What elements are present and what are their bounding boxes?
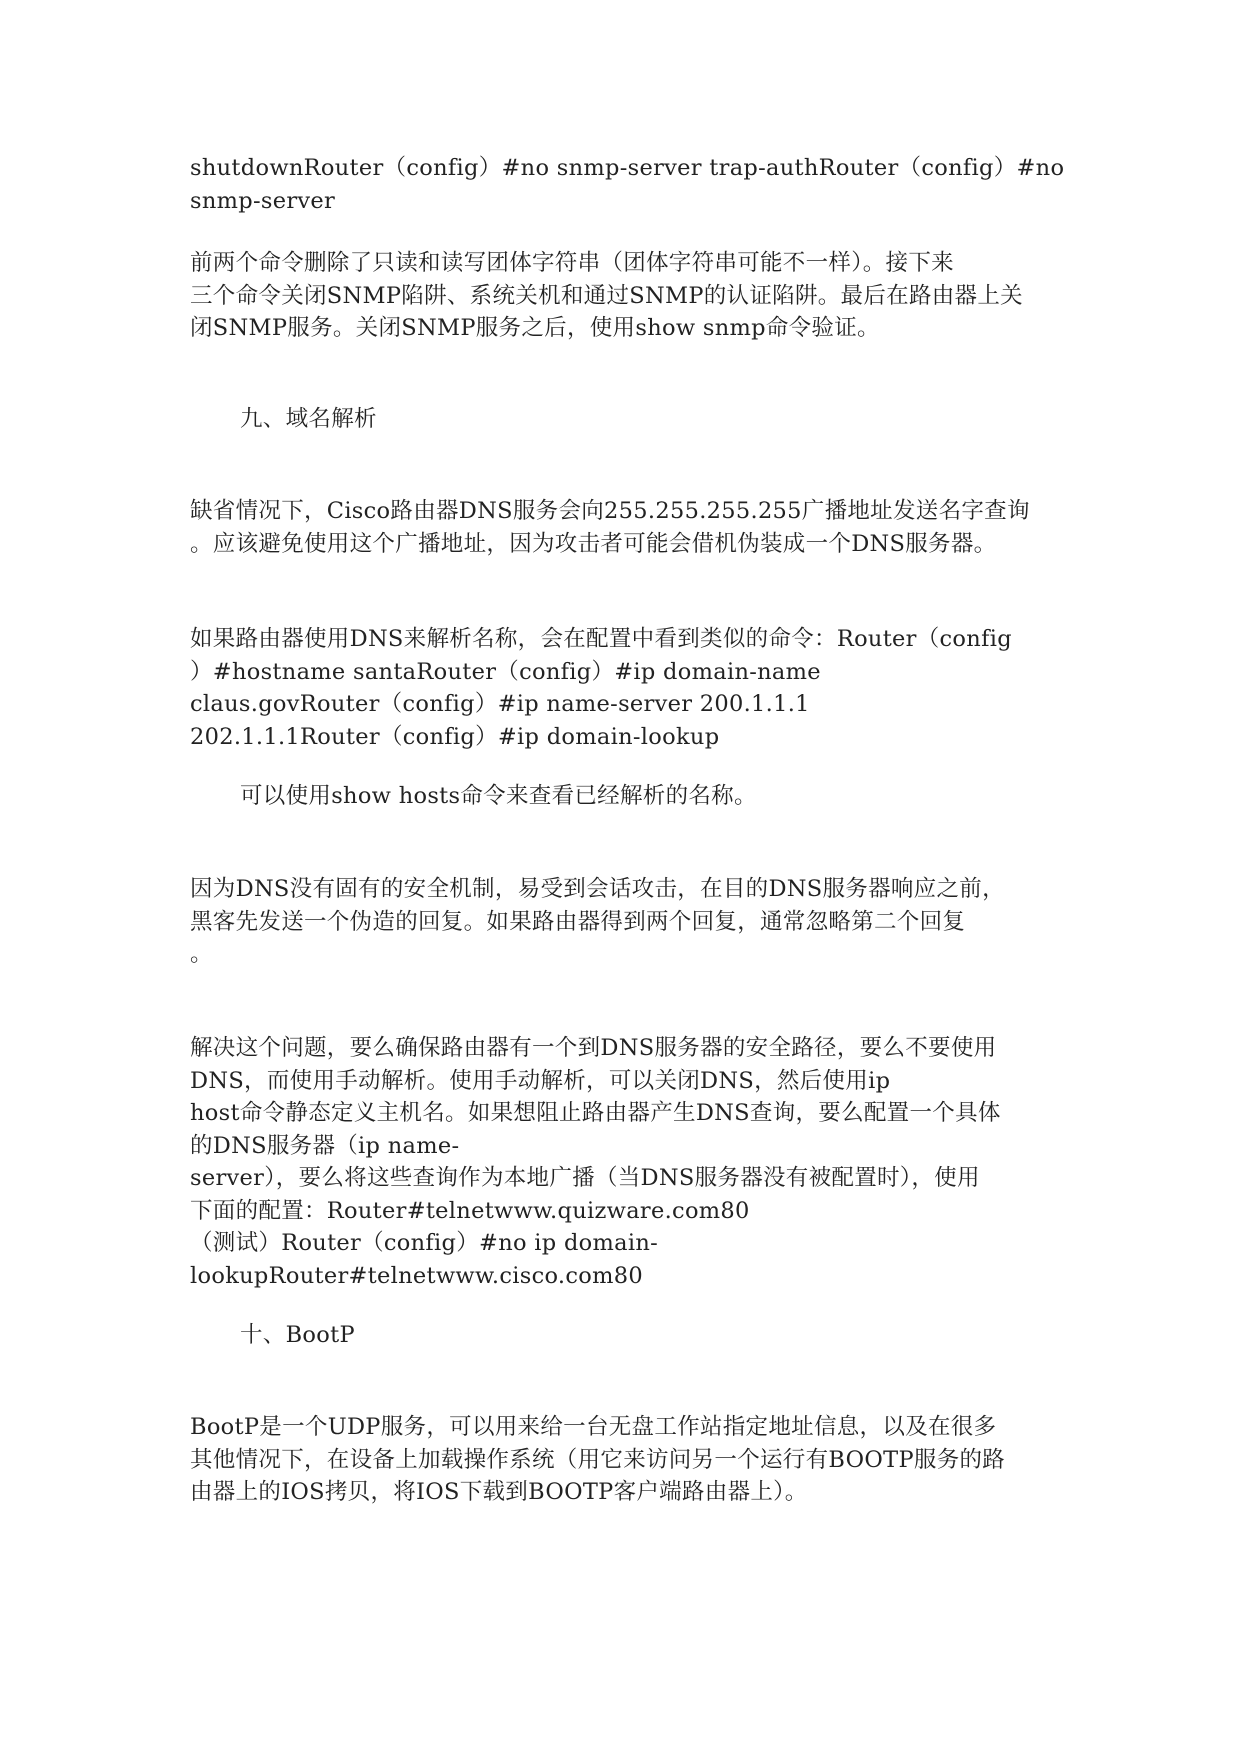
text-line: 解决这个问题，要么确保路由器有一个到DNS服务器的安全路径，要么不要使用 (190, 1035, 997, 1061)
dns-default-paragraph (190, 495, 1060, 560)
text-line: 由器上的IOS拷贝，将IOS下载到BOOTP客户端路由器上）。 (190, 1479, 808, 1505)
heading-text: 九、域名解析 (240, 406, 377, 432)
snmp-explanation-paragraph (190, 247, 1060, 345)
text-line: shutdownRouter（config）#no snmp-server trap-authRouter（config）#no (190, 155, 1065, 181)
text-line: host命令静态定义主机名。如果想阻止路由器产生DNS查询，要么配置一个具体 (190, 1100, 1001, 1126)
text-line: 黑客先发送一个伪造的回复。如果路由器得到两个回复，通常忽略第二个回复 (190, 908, 966, 935)
show-hosts-note (240, 780, 1110, 813)
text-line: 缺省情况下，Cisco路由器DNS服务会向255.255.255.255广播地址发送名字查询 (190, 498, 1030, 524)
text-line: 的DNS服务器（ip name- (190, 1132, 460, 1159)
text-line: 202.1.1.1Router（config）#ip domain-lookup (190, 723, 720, 750)
text-line: 。应该避免使用这个广播地址，因为攻击者可能会借机伪装成一个DNS服务器。 (190, 530, 997, 557)
heading-text: 十、BootP (240, 1322, 355, 1348)
section-heading-dns (240, 403, 1110, 436)
dns-security-paragraph (190, 873, 1060, 971)
text-line: 。 (190, 941, 213, 967)
text-line: ）#hostname santaRouter（config）#ip domain-name (190, 658, 821, 685)
dns-config-paragraph (190, 623, 1060, 753)
text-line: BootP是一个UDP服务，可以用来给一台无盘工作站指定地址信息，以及在很多 (190, 1414, 997, 1440)
text-line: claus.govRouter（config）#ip name-server 200.1.1.1 (190, 691, 810, 717)
text-line: 如果路由器使用DNS来解析名称，会在配置中看到类似的命令：Router（config (190, 626, 1012, 652)
text-line: DNS，而使用手动解析。使用手动解析，可以关闭DNS，然后使用ip (190, 1067, 891, 1094)
text-line: 其他情况下，在设备上加载操作系统（用它来访问另一个运行有BOOTP服务的路 (190, 1446, 1006, 1473)
text-line: snmp-server (190, 187, 336, 214)
text-line: 前两个命令删除了只读和读写团体字符串（团体字符串可能不一样）。接下来 (190, 250, 954, 276)
text-line: 因为DNS没有固有的安全机制，易受到会话攻击，在目的DNS服务器响应之前， (190, 876, 1005, 902)
text-line: 可以使用show hosts命令来查看已经解析的名称。 (240, 783, 757, 809)
text-line: （测试）Router（config）#no ip domain- (190, 1230, 659, 1256)
section-heading-bootp (240, 1319, 1110, 1352)
text-line: 闭SNMP服务。关闭SNMP服务之后，使用show snmp命令验证。 (190, 315, 880, 341)
text-line: 三个命令关闭SNMP陷阱、系统关机和通过SNMP的认证陷阱。最后在路由器上关 (190, 282, 1023, 309)
dns-solution-paragraph (190, 1032, 1060, 1292)
text-line: 下面的配置：Router#telnetwww.quizware.com80 (190, 1197, 750, 1224)
snmp-commands-block (190, 152, 1065, 217)
text-line: lookupRouter#telnetwww.cisco.com80 (190, 1262, 643, 1289)
bootp-paragraph (190, 1411, 1060, 1509)
text-line: server），要么将这些查询作为本地广播（当DNS服务器没有被配置时），使用 (190, 1165, 980, 1191)
